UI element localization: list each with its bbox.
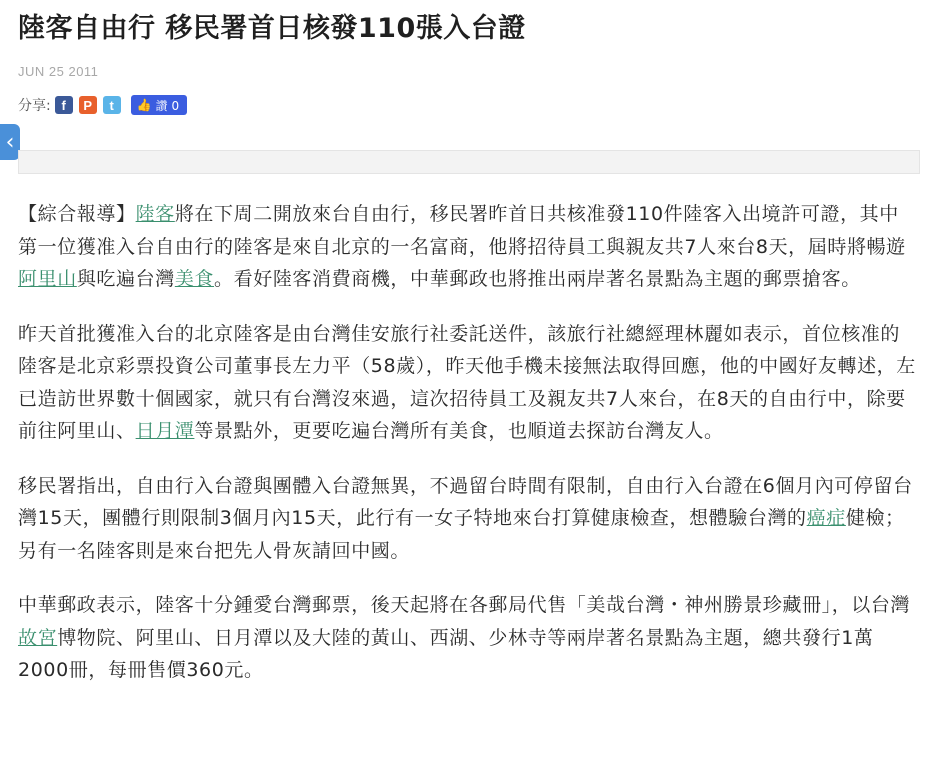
back-tab[interactable] — [0, 124, 20, 160]
keyword-link[interactable]: 阿里山 — [18, 268, 77, 290]
facebook-icon[interactable]: f — [55, 96, 73, 114]
paragraph-text: 博物院、阿里山、日月潭以及大陸的黃山、西湖、少林寺等兩岸著名景點為主題，總共發行1萬2000冊，每冊售價360元。 — [18, 626, 874, 681]
keyword-link[interactable]: 美食 — [174, 268, 215, 290]
keyword-link[interactable]: 故宮 — [18, 626, 58, 649]
share-label: 分享: — [18, 98, 51, 114]
article-paragraph — [18, 589, 918, 687]
paragraph-text: 中華郵政表示，陸客十分鍾愛台灣郵票，後天起將在各郵局代售「美哉台灣・神州勝景珍藏冊」，以台灣 — [18, 594, 911, 616]
keyword-link[interactable]: 日月潭 — [135, 420, 195, 442]
paragraph-text: 將在下周二開放來台自由行，移民署昨首日共核准發110件陸客入出境許可證，其中第一位獲准入台自由行的陸客是來自北京的一名富商，他將招待員工與親友共7人來台8天，屆時將暢遊 — [18, 203, 906, 258]
paragraph-text: 。看好陸客消費商機，中華郵政也將推出兩岸著名景點為主題的郵票搶客。 — [214, 268, 861, 290]
chevron-left-icon: ‹ — [5, 129, 15, 155]
plurk-icon[interactable]: P — [79, 96, 97, 114]
share-bar — [18, 94, 187, 116]
article-title: 陸客自由行 移民署首日核發110張入台證 — [18, 13, 526, 44]
paragraph-text: 與吃遍台灣 — [76, 268, 175, 290]
article-date: JUN 25 2011 — [18, 64, 99, 79]
paragraph-text: 健檢；另有一名陸客則是來台把先人骨灰請回中國。 — [18, 507, 905, 562]
keyword-link[interactable]: 癌症 — [806, 507, 846, 529]
article-paragraph — [18, 198, 918, 296]
like-label: 讚 0 — [155, 98, 180, 113]
twitter-icon[interactable]: t — [103, 96, 121, 114]
paragraph-text: 昨天首批獲准入台的北京陸客是由台灣佳安旅行社委託送件，該旅行社總經理林麗如表示，首位核准的陸客是北京彩票投資公司董事長左力平（58歲），昨天他手機未接無法取得回應，他的中國好友轉述，左已造訪世界數十個國家，就只有台灣沒來過，這次招待員工及親友共7人來台，在8天的自由行中，除要前往阿里山、 — [18, 322, 916, 442]
article-body — [18, 198, 918, 709]
ad-banner — [18, 150, 920, 174]
like-button[interactable] — [131, 95, 187, 115]
paragraph-text: 等景點外，更要吃遍台灣所有美食，也順道去探訪台灣友人。 — [194, 420, 724, 442]
keyword-link[interactable]: 陸客 — [135, 203, 175, 225]
paragraph-text: 移民署指出，自由行入台證與團體入台證無異，不過留台時間有限制，自由行入台證在6個月內可停留台灣15天，團體行則限制3個月內15天，此行有一女子特地來台打算健康檢查，想體驗台灣的 — [18, 474, 913, 529]
thumbs-up-icon: 👍 — [136, 98, 152, 112]
paragraph-text: 【綜合報導】 — [18, 203, 136, 225]
article-paragraph — [18, 470, 918, 568]
article-paragraph — [18, 318, 918, 448]
